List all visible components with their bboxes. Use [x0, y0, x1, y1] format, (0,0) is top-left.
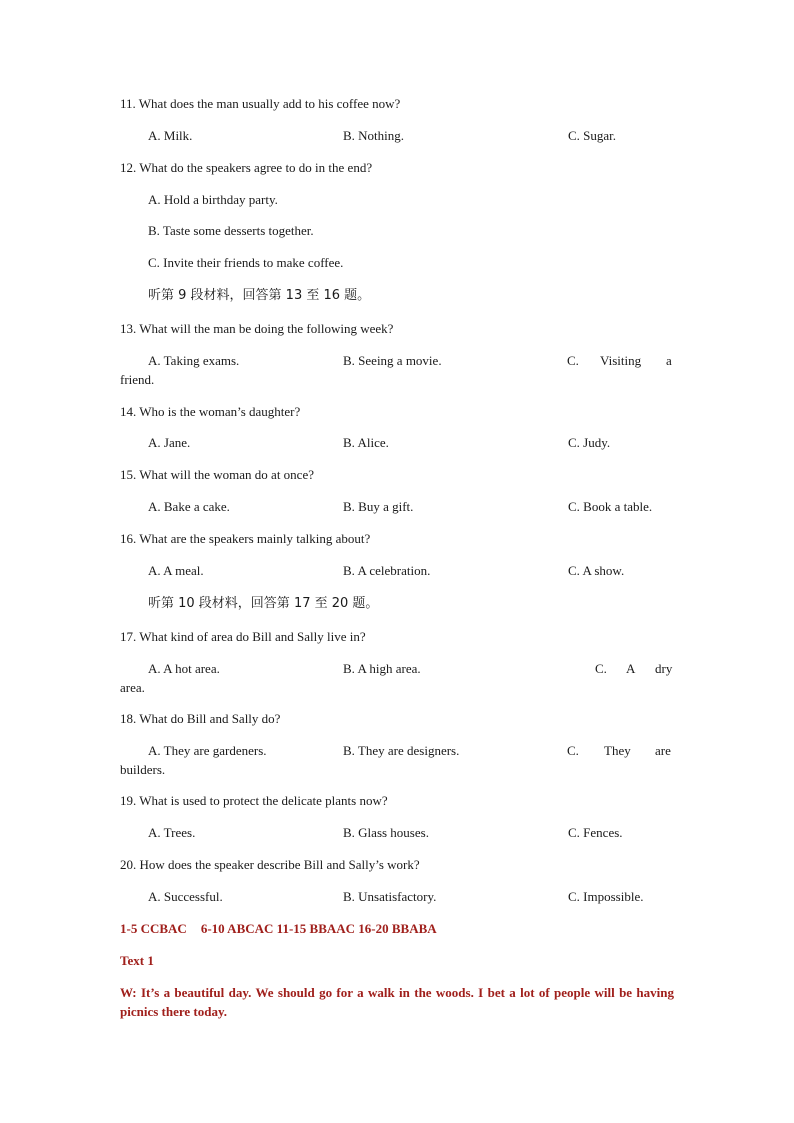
option-17-c-word1: A: [626, 661, 636, 676]
option-17-a: A. A hot area.: [148, 661, 220, 676]
question-11: 11. What does the man usually add to his coffee now?: [120, 96, 401, 111]
answer-group-16-20: 16-20 BBABA: [358, 921, 437, 936]
option-13-c-word1: Visiting: [600, 353, 642, 368]
option-16-c: C. A show.: [568, 563, 625, 578]
option-18-a: A. They are gardeners.: [148, 743, 267, 758]
option-13-c-continued: friend.: [120, 372, 155, 387]
option-16-a: A. A meal.: [148, 563, 204, 578]
option-20-c: C. Impossible.: [568, 889, 644, 904]
option-20-b: B. Unsatisfactory.: [343, 889, 437, 904]
option-11-a: A. Milk.: [148, 128, 193, 143]
section-10-instruction: 听第 10 段材料，回答第 17 至 20 题。: [148, 596, 379, 611]
text-1-heading: Text 1: [120, 953, 154, 968]
option-15-a: A. Bake a cake.: [148, 499, 230, 514]
option-18-b: B. They are designers.: [343, 743, 460, 758]
option-18-c-continued: builders.: [120, 762, 166, 777]
option-12-c: C. Invite their friends to make coffee.: [148, 255, 344, 270]
answer-group-1-5: 1-5 CCBAC: [120, 921, 187, 936]
option-13-b: B. Seeing a movie.: [343, 353, 442, 368]
option-13-a: A. Taking exams.: [148, 353, 240, 368]
text-1-dialogue: W: It’s a beautiful day. We should go for a walk in the woods. I bet a lot of people will be having picnics there today.: [120, 985, 674, 1019]
question-19: 19. What is used to protect the delicate plants now?: [120, 793, 388, 808]
option-15-b: B. Buy a gift.: [343, 499, 414, 514]
option-19-a: A. Trees.: [148, 825, 196, 840]
question-12: 12. What do the speakers agree to do in the end?: [120, 160, 373, 175]
option-11-c: C. Sugar.: [568, 128, 617, 143]
option-12-b: B. Taste some desserts together.: [148, 223, 314, 238]
option-20-a: A. Successful.: [148, 889, 223, 904]
option-14-a: A. Jane.: [148, 435, 191, 450]
option-18-c-word2: are: [655, 743, 671, 758]
option-16-b: B. A celebration.: [343, 563, 431, 578]
question-13: 13. What will the man be doing the following week?: [120, 321, 394, 336]
option-18-c-label: C.: [567, 743, 579, 758]
answer-group-11-15: 11-15 BBAAC: [276, 921, 356, 936]
section-9-instruction: 听第 9 段材料，回答第 13 至 16 题。: [148, 288, 371, 303]
answer-group-6-10: 6-10 ABCAC: [200, 921, 274, 936]
question-15: 15. What will the woman do at once?: [120, 467, 314, 482]
option-17-c-continued: area.: [120, 680, 145, 695]
question-20: 20. How does the speaker describe Bill and Sally’s work?: [120, 857, 420, 872]
option-12-a: A. Hold a birthday party.: [148, 192, 278, 207]
option-17-c-word2: dry: [655, 661, 673, 676]
question-16: 16. What are the speakers mainly talking about?: [120, 531, 371, 546]
question-18: 18. What do Bill and Sally do?: [120, 711, 281, 726]
answer-key: [120, 921, 437, 937]
option-19-c: C. Fences.: [568, 825, 623, 840]
option-18-c-word1: They: [604, 743, 631, 758]
option-19-b: B. Glass houses.: [343, 825, 429, 840]
option-14-b: B. Alice.: [343, 435, 389, 450]
option-17-b: B. A high area.: [343, 661, 421, 676]
option-17-c-label: C.: [595, 661, 607, 676]
question-14: 14. Who is the woman’s daughter?: [120, 404, 301, 419]
option-15-c: C. Book a table.: [568, 499, 653, 514]
option-13-c-word2: a: [666, 353, 672, 368]
question-17: 17. What kind of area do Bill and Sally live in?: [120, 629, 366, 644]
option-11-b: B. Nothing.: [343, 128, 405, 143]
option-13-c-label: C.: [567, 353, 579, 368]
option-14-c: C. Judy.: [568, 435, 611, 450]
